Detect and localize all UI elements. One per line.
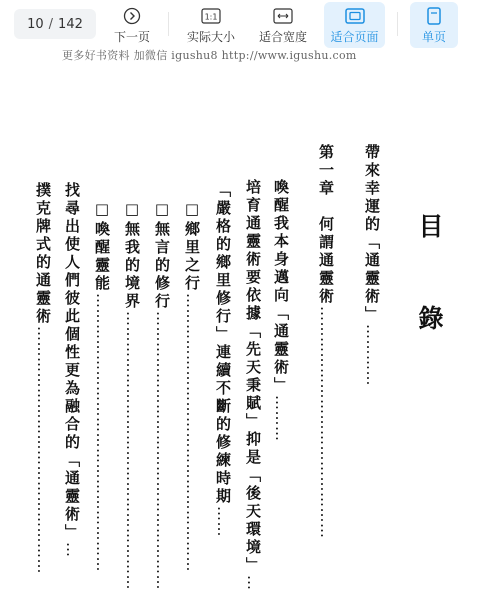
viewer-toolbar: [0, 0, 482, 52]
toc-entry: 帶來幸運的「通靈術」…………: [363, 144, 381, 386]
fit-page-button[interactable]: [324, 2, 385, 48]
one-to-one-icon: [201, 5, 221, 27]
fit-width-icon: [273, 5, 293, 27]
toc-title-char-2: 錄: [418, 304, 444, 333]
toc-entry: 第一章 何謂通靈術………………………………………: [317, 144, 335, 539]
toc-entry: 撲克牌式的通靈術…………………………………………: [34, 182, 52, 574]
fit-width-label: 适合宽度: [258, 30, 307, 44]
toc-entry: □喚醒靈能………………………………………………: [93, 200, 111, 572]
toolbar-divider: [397, 12, 398, 36]
toc-entry: 找尋出使人們彼此個性更為融合的「通靈術」…: [63, 182, 81, 558]
page-top-cut-text: 更多好书资料 加微信 igushu8 http://www.igushu.com: [62, 49, 357, 62]
toolbar-divider: [168, 12, 169, 36]
toc-entry: □鄉里之行………………………………………………: [183, 200, 201, 572]
one-to-one-icon-text: 1:1: [204, 12, 218, 22]
page-separator: /: [48, 16, 54, 32]
toc-title-char-1: 目: [418, 212, 444, 241]
toc-entry: □無言的修行………………………………………………: [153, 200, 171, 590]
fit-width-button[interactable]: [254, 2, 312, 48]
next-page-button[interactable]: [109, 2, 155, 48]
actual-size-label: 实际大小: [186, 30, 235, 44]
toc-entry: 培育通靈術要依據「先天秉賦」抑是「後天環境」…: [244, 179, 262, 591]
fit-page-icon: [345, 5, 365, 27]
chevron-right-circle-icon: [123, 5, 141, 27]
fit-page-label: 适合页面: [330, 30, 379, 44]
single-page-icon: [426, 5, 442, 27]
document-page: [0, 49, 482, 591]
toc-entry: 「嚴格的鄉里修行」連續不斷的修練時期……: [214, 182, 232, 537]
page-indicator[interactable]: [14, 9, 96, 39]
current-page-number[interactable]: 10: [27, 16, 44, 32]
total-pages: 142: [58, 16, 83, 32]
single-page-button[interactable]: [410, 2, 458, 48]
next-page-label: 下一页: [113, 30, 150, 44]
actual-size-button[interactable]: [182, 2, 240, 48]
toc-entry: 喚醒我本身邁向「通靈術」………: [272, 179, 290, 442]
toc-entry: □無我的境界………………………………………………: [123, 200, 141, 590]
single-page-label: 单页: [421, 30, 446, 44]
